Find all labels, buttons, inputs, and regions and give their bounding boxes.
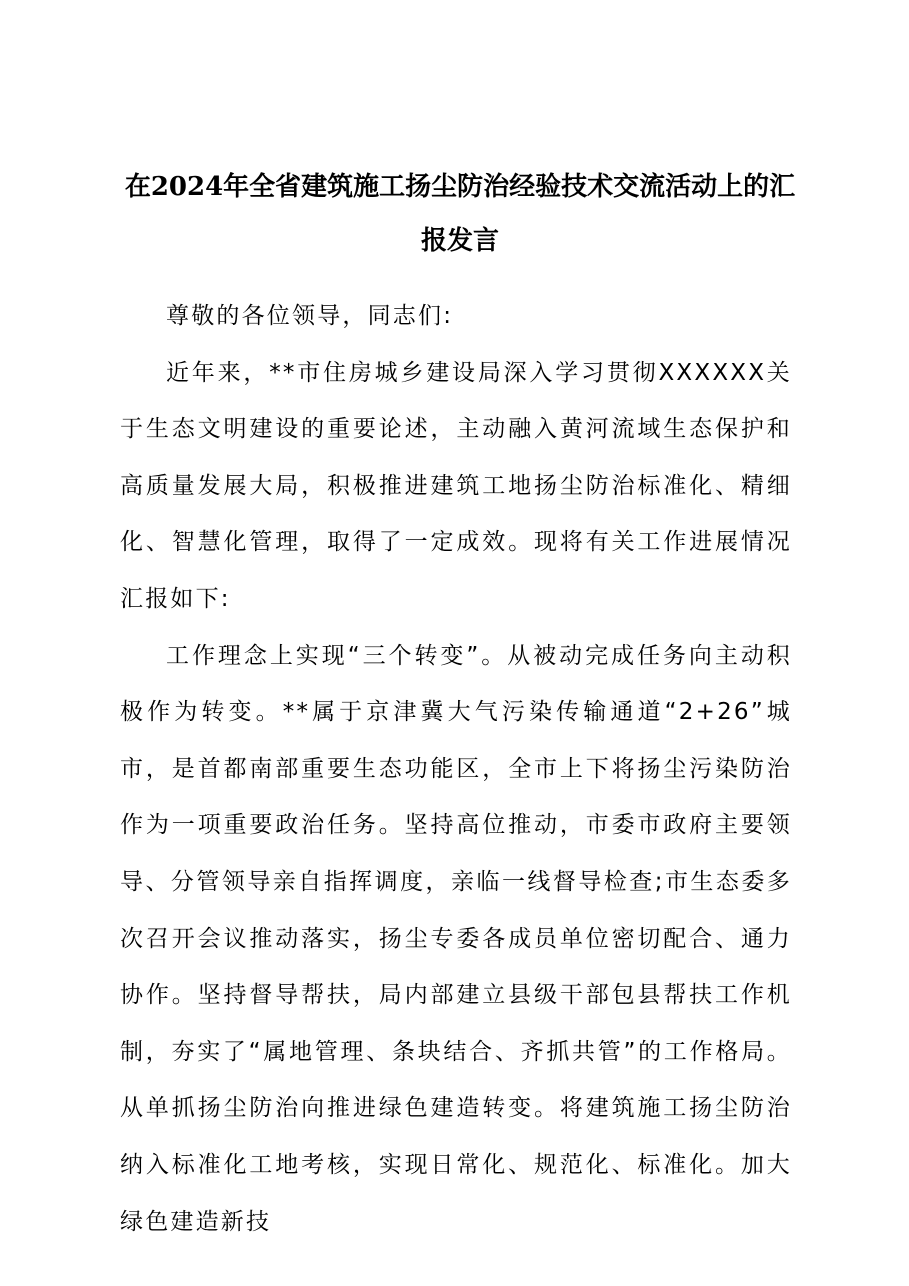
document-body — [120, 288, 792, 1250]
salutation: 尊敬的各位领导，同志们: — [166, 303, 454, 329]
document-title: 在2024年全省建筑施工扬尘防治经验技术交流活动上的汇报发言 — [124, 172, 796, 256]
paragraph-work-concept: 工作理念上实现“三个转变”。从被动完成任务向主动积极作为转变。**属于京津冀大气污染传输通道“2+26”城市，是首都南部重要生态功能区，全市上下将扬尘污染防治作为一项重要政治任务。坚持高位推动，市委市政府主要领导、分管领导亲自指挥调度，亲临一线督导检查;市生态委多次召开会议推动落实，扬尘专委各成员单位密切配合、通力协作。坚持督导帮扶，局内部建立县级干部包县帮扶工作机制，夯实了“属地管理、条块结合、齐抓共管”的工作格局。从单抓扬尘防治向推进绿色建造转变。将建筑施工扬尘防治纳入标准化工地考核，实现日常化、规范化、标准化。加大绿色建造新技 — [120, 642, 792, 1235]
paragraph-intro: 近年来，**市住房城乡建设局深入学习贯彻XXXXXX关于生态文明建设的重要论述，主动融入黄河流域生态保护和高质量发展大局，积极推进建筑工地扬尘防治标准化、精细化、智慧化管理，取得了一定成效。现将有关工作进展情况汇报如下: — [120, 359, 792, 612]
